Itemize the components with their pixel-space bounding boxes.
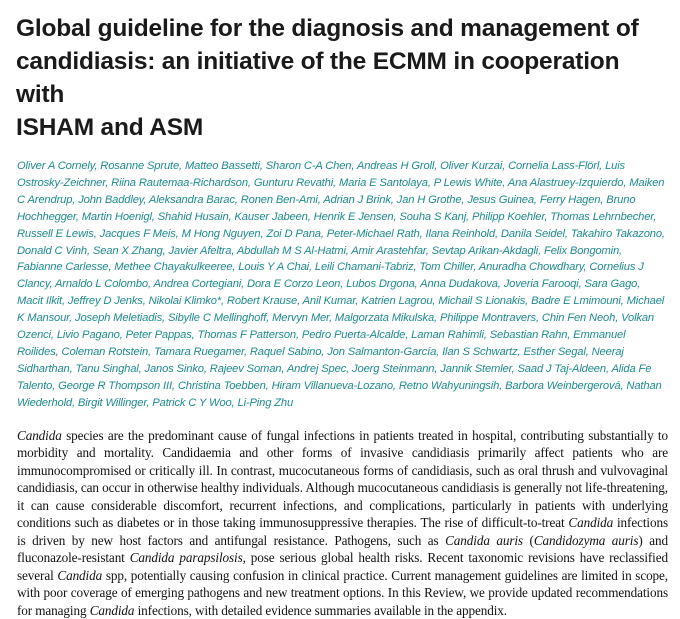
abstract-italic: Candida — [17, 427, 62, 443]
abstract-text: , pose serious global health risks. Recent taxonomic revisions have reclassified several — [17, 550, 668, 583]
title-line-2: candidiasis: an initiative of the ECMM in cooperation with — [16, 48, 620, 108]
abstract-text: spp, potentially causing confusion in clinical practice. Current management guidelines are limited in scope, with poor coverage of emerging pathogens and new treatment options. In this Review, we provide updated recommendations for managing — [17, 567, 669, 618]
title-line-3: ISHAM and ASM — [16, 114, 204, 141]
abstract — [17, 427, 668, 619]
abstract-text: infections, with detailed evidence summaries available in the appendix. — [134, 602, 507, 618]
abstract-text: species are the predominant cause of fungal infections in patients treated in hospital, contributing substantially to morbidity and mortality. Candidaemia and other forms of invasive candidiasis primarily affect patients who are immunocompromised or critically ill. In contrast, mucocutaneous forms of candidiasis, such as oral thrush and vulvovaginal candidiasis, can occur in otherwise healthy individuals. Although mucocutaneous candidiasis is generally not life-threatening, it can cause considerable discomfort, recurrent infections, and complications, particularly in patients with underlying conditions such as diabetes or in those taking immunosuppressive therapies. The rise of difficult-to-treat — [17, 427, 668, 531]
abstract-text: ( — [522, 532, 534, 548]
abstract-italic: Candida — [89, 602, 135, 618]
abstract-text: ) and fluconazole-resistant — [17, 532, 668, 566]
author-list: Oliver A Cornely, Rosanne Sprute, Matteo Bassetti, Sharon C-A Chen, Andreas H Groll, Oliver Kurzai, Cornelia Lass-Flörl, Luis Ostrosky-Zeichner, Riina Rautemaa-Richardson, Gunturu Revathi, Maria E Santolaya, P Lewis White, Ana Alastruey-Izquierdo, Maiken C Arendrup, John Baddley, Aleksandra Barac, Ronen Ben-Ami, Adrian J Brink, Jan H Grothe, Jesus Guinea, Ferry Hagen, Bruno Hochhegger, Martin Hoenigl, Shahid Husain, Kauser Jabeen, Henrik E Jensen, Souha S Kanj, Philipp Koehler, Thomas Lehrnbecher, Russell E Lewis, Jacques F Meis, M Hong Nguyen, Zoi D Pana, Peter-Michael Rath, Ilana Reinhold, Danila Seidel, Takahiro Takazono, Donald C Vinh, Sean X Zhang, Javier Afeltra, Abdullah M S Al-Hatmi, Amir Arastehfar, Sevtap Arikan-Akdagli, Felix Bongomin, Fabianne Carlesse, Methee Chayakulkeeree, Louis Y A Chai, Leili Chamani-Tabriz, Tom Chiller, Anuradha Chowdhary, Cornelius J Clancy, Arnaldo L Colombo, Andrea Cortegiani, Dora E Corzo Leon, Lubos Drgona, Anna Dudakova, Joveria Farooqi, Sara Gago, Macit Ilkit, Jeffrey D Jenks, Nikolai Klimko*, Robert Krause, Anil Kumar, Katrien Lagrou, Michail S Lionakis, Badre E Lmimouni, Michael K Mansour, Joseph Meletiadis, Sibylle C Mellinghoff, Mervyn Mer, Malgorzata Mikulska, Philippe Montravers, Chin Fen Neoh, Volkan Ozenci, Livio Pagano, Peter Pappas, Thomas F Patterson, Pedro Puerta-Alcalde, Laman Rahimli, Sebastian Rahn, Emmanuel Roilides, Coleman Rotstein, Tamara Ruegamer, Raquel Sabino, Jon Salmanton-García, Ilan S Schwartz, Esther Segal, Neeraj Sidharthan, Tanu Singhal, Janos Sinko, Rajeev Soman, Andrej Spec, Joerg Steinmann, Jannik Stemler, Saad J Taj-Aldeen, Alida Fe Talento, George R Thompson III, Christina Toebben, Hiram Villanueva-Lozano, Retno Wahyuningsih, Barbora Weinbergerová, Nathan Wiederhold, Birgit Willinger, Patrick C Y Woo, Li-Ping Zhu — [17, 160, 665, 409]
article-title — [16, 12, 668, 144]
abstract-italic: Candida — [57, 567, 103, 583]
abstract-italic: Candida — [568, 515, 614, 531]
abstract-italic: Candidozyma auris — [533, 532, 639, 548]
title-line-1: Global guideline for the diagnosis and management of — [16, 15, 639, 42]
abstract-italic: Candida auris — [445, 532, 523, 548]
abstract-italic: Candida parapsilosis — [129, 550, 243, 566]
abstract-text: infections is driven by new host factors and antifungal resistance. Pathogens, such as — [17, 515, 668, 548]
